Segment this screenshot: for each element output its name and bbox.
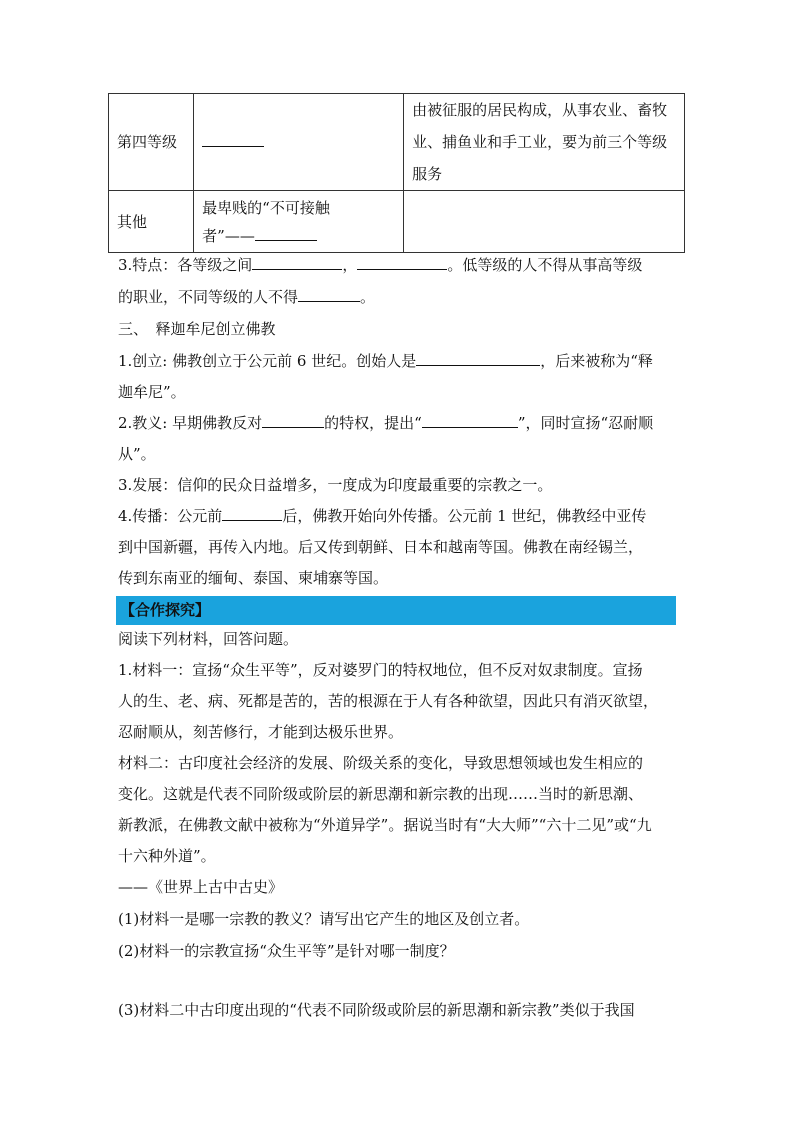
row-label: 其他: [117, 212, 148, 231]
question-3: (3)材料二中古印度出现的“代表不同阶级或阶层的新思潮和新宗教”类似于我国: [118, 1001, 635, 1019]
text: ，: [342, 256, 358, 274]
item-spread-cont: 传到东南亚的缅甸、泰国、柬埔寨等国。: [118, 569, 389, 587]
material-one-line: 1.材料一：宣扬“众生平等”，反对婆罗门的特权地位，但不反对奴隶制度。宣扬: [118, 661, 643, 679]
fill-blank: [416, 347, 540, 366]
text: 3.特点：各等级之间: [118, 256, 253, 274]
fill-blank: [262, 409, 324, 428]
question-1: (1)材料一是哪一宗教的教义？请写出它产生的地区及创立者。: [118, 910, 530, 928]
fill-blank: [202, 128, 264, 147]
features-line: [118, 249, 683, 281]
text: 的特权，提出“: [324, 414, 422, 432]
item-founding-cont: 迦牟尼”。: [118, 383, 186, 401]
item-development: 3.发展：信仰的民众日益增多，一度成为印度最重要的宗教之一。: [118, 476, 553, 494]
item-spread-cont: 到中国新疆，再传入内地。后又传到朝鲜、日本和越南等国。佛教在南经锡兰，: [118, 538, 644, 556]
text: 。: [360, 288, 376, 306]
text: 4.传播：公元前: [118, 507, 223, 525]
fill-blank: [357, 251, 447, 270]
table-cell-label: [109, 94, 194, 191]
table-cell-empty: [404, 191, 685, 253]
item-founding: [118, 345, 683, 377]
features-line-2: [118, 281, 683, 313]
text: 的职业，不同等级的人不得: [118, 288, 299, 306]
table-row-other: [109, 191, 685, 253]
description-line: 业、捕鱼业和手工业，要为前三个等级: [412, 133, 668, 151]
table-row-fourth-class: [109, 94, 685, 191]
fill-blank: [422, 409, 518, 428]
item-doctrine-cont: 从”。: [118, 445, 156, 463]
material-two-line: 变化。这就是代表不同阶级或阶层的新思潮和新宗教的出现……当时的新思潮、: [118, 785, 644, 803]
source-citation: ——《世界上古中古史》: [118, 878, 284, 896]
item-spread: [118, 500, 683, 532]
item-doctrine: [118, 407, 683, 439]
text: 2.教义: 早期佛教反对: [118, 414, 263, 432]
material-two-line: 材料二：古印度社会经济的发展、阶级关系的变化，导致思想领域也发生相应的: [118, 754, 644, 772]
table-cell-label: [109, 191, 194, 253]
description-line: 由被征服的居民构成，从事农业、畜牧: [412, 101, 668, 119]
text: 1.创立: 佛教创立于公元前 6 世纪。创始人是: [118, 352, 417, 370]
caste-table: [108, 93, 685, 253]
material-two-line: 十六种外道”。: [118, 847, 216, 865]
fill-blank: [252, 251, 342, 270]
material-one-line: 人的生、老、病、死都是苦的，苦的根源在于人有各种欲望，因此只有消灭欲望，: [118, 692, 659, 710]
cell-text-line: 最卑贱的“不可接触: [202, 198, 330, 217]
material-one-line: 忍耐顺从，刻苦修行，才能到达极乐世界。: [118, 723, 404, 741]
material-two-line: 新教派，在佛教文献中被称为“外道异学”。据说当时有“大大师”“六十二见”或“九: [118, 816, 652, 834]
fill-blank: [298, 283, 360, 302]
description-line: 服务: [412, 165, 443, 183]
table-cell-description: [404, 94, 685, 191]
table-cell-blank: [194, 94, 404, 191]
cell-text-line: 者”——: [202, 226, 255, 245]
text: 后，佛教开始向外传播。公元前 1 世纪，佛教经中亚传: [282, 507, 647, 525]
text: ，后来被称为“释: [540, 352, 653, 370]
text: 。低等级的人不得从事高等级: [447, 256, 643, 274]
question-2: (2)材料一的宗教宣扬“众生平等”是针对哪一制度？: [118, 942, 455, 960]
fill-blank: [222, 502, 282, 521]
row-label: 第四等级: [117, 133, 178, 151]
fill-blank: [255, 222, 317, 241]
cooperative-heading: 【合作探究】: [116, 596, 676, 625]
section-heading: 三、 释迦牟尼创立佛教: [118, 320, 276, 338]
text: ”，同时宣扬“忍耐顺: [517, 414, 654, 432]
intro-text: 阅读下列材料，回答问题。: [118, 630, 299, 648]
table-cell-text: [194, 191, 404, 253]
